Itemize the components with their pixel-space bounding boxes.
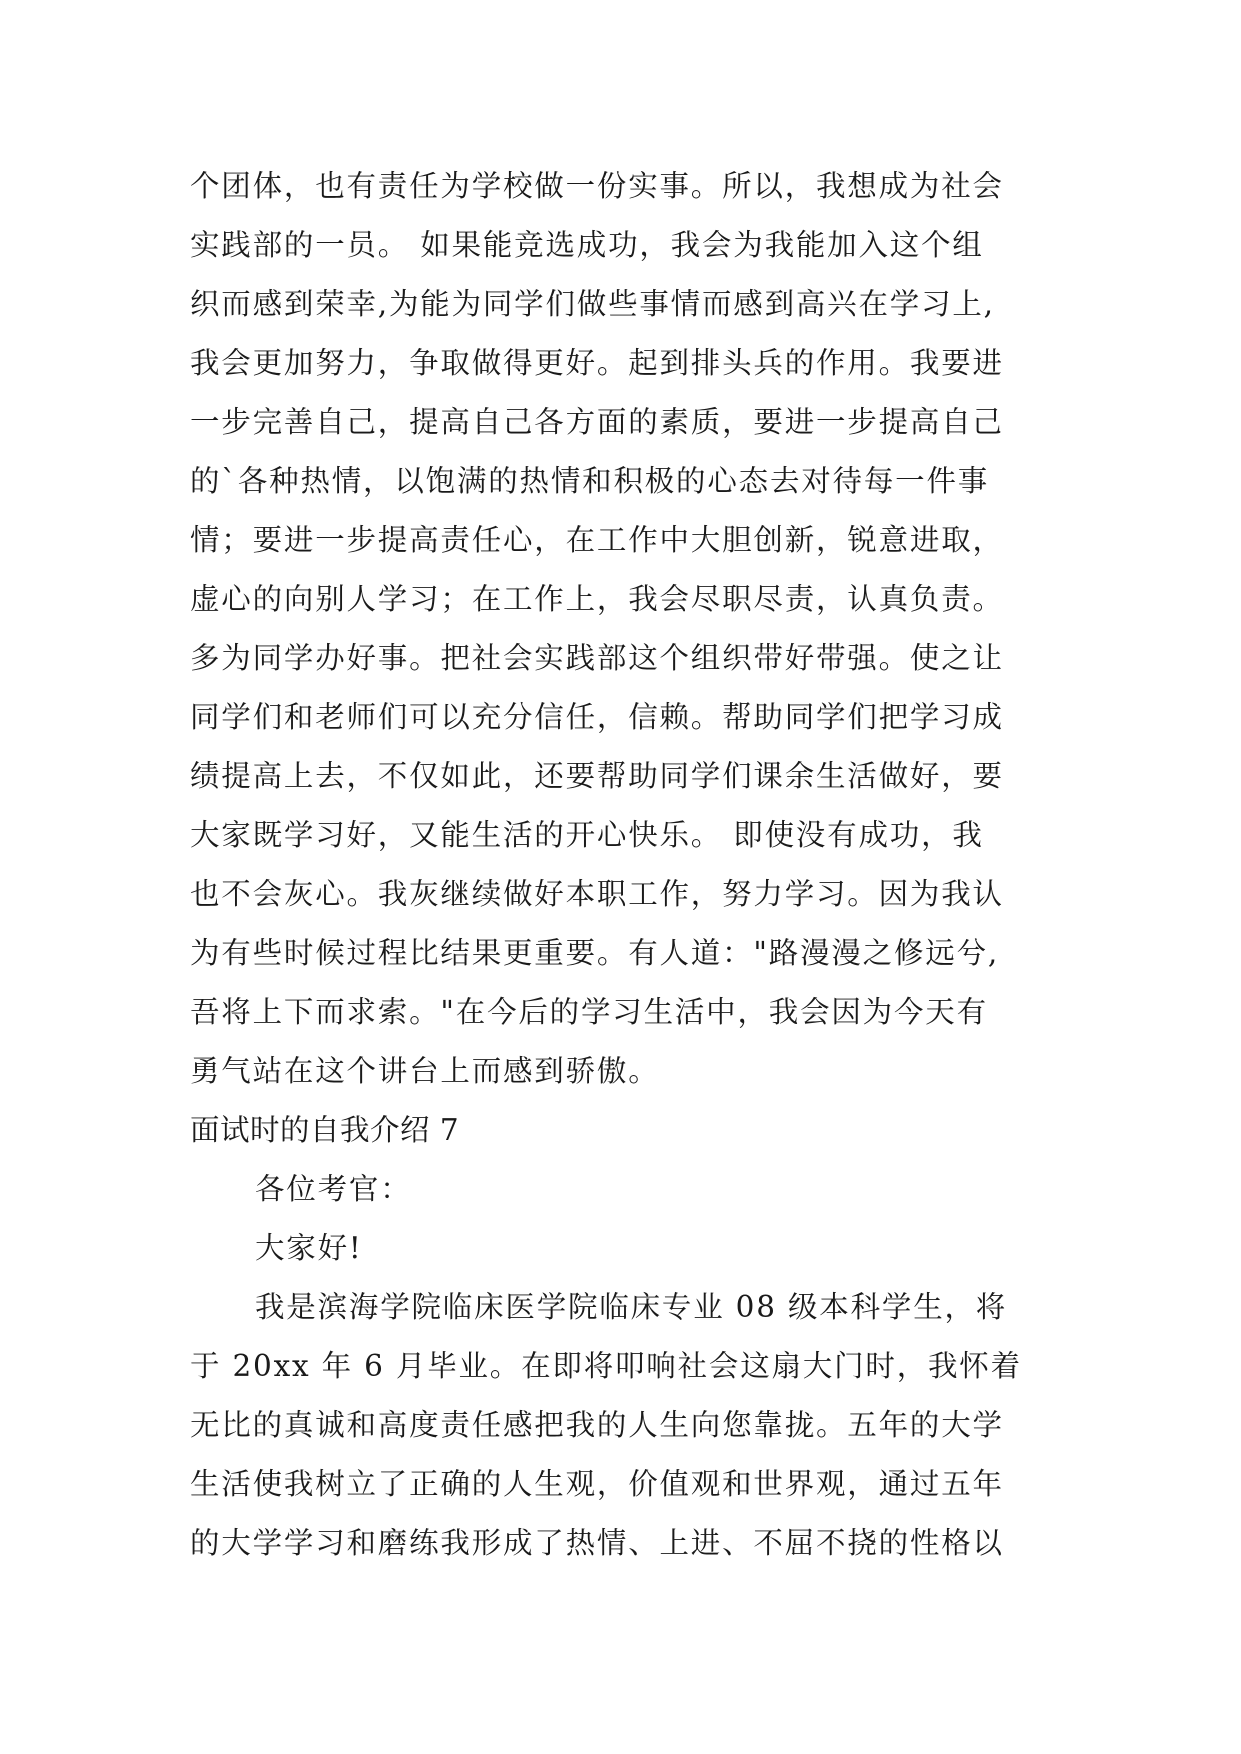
text-line: 无比的真诚和高度责任感把我的人生向您靠拢。五年的大学: [190, 1408, 1004, 1442]
text-line: 同学们和老师们可以充分信任，信赖。帮助同学们把学习成: [190, 700, 1004, 734]
text-line: 勇气站在这个讲台上而感到骄傲。: [190, 1054, 660, 1088]
text-line: 我是滨海学院临床医学院临床专业 08 级本科学生，将: [255, 1290, 1008, 1324]
text-line: 情；要进一步提高责任心，在工作中大胆创新，锐意进取，: [190, 523, 1004, 557]
text-line: 实践部的一员。 如果能竞选成功，我会为我能加入这个组: [190, 228, 984, 262]
text-line: 个团体，也有责任为学校做一份实事。所以，我想成为社会: [190, 169, 1004, 203]
text-line: 我会更加努力，争取做得更好。起到排头兵的作用。我要进: [190, 346, 1004, 380]
text-line: 的`各种热情，以饱满的热情和积极的心态去对待每一件事: [190, 464, 990, 498]
section-heading: 面试时的自我介绍 7: [190, 1113, 460, 1147]
text-line: 多为同学办好事。把社会实践部这个组织带好带强。使之让: [190, 641, 1004, 675]
text-line: 一步完善自己，提高自己各方面的素质，要进一步提高自己: [190, 405, 1004, 439]
text-line: 的大学学习和磨练我形成了热情、上进、不屈不挠的性格以: [190, 1526, 1004, 1560]
text-line: 绩提高上去，不仅如此，还要帮助同学们课余生活做好，要: [190, 759, 1004, 793]
greeting: 大家好!: [255, 1231, 363, 1265]
text-line: 虚心的向别人学习；在工作上，我会尽职尽责，认真负责。: [190, 582, 1004, 616]
text-line: 生活使我树立了正确的人生观，价值观和世界观，通过五年: [190, 1467, 1004, 1501]
text-line: 为有些时候过程比结果更重要。有人道："路漫漫之修远兮,: [190, 936, 1000, 970]
text-line: 也不会灰心。我灰继续做好本职工作，努力学习。因为我认: [190, 877, 1004, 911]
text-line: 大家既学习好，又能生活的开心快乐。 即使没有成功，我: [190, 818, 984, 852]
text-line: 吾将上下而求索。"在今后的学习生活中，我会因为今天有: [190, 995, 988, 1029]
text-line: 于 20xx 年 6 月毕业。在即将叩响社会这扇大门时，我怀着: [190, 1349, 1022, 1383]
salutation: 各位考官：: [255, 1172, 412, 1206]
text-line: 织而感到荣幸,为能为同学们做些事情而感到高兴在学习上,: [190, 287, 995, 321]
